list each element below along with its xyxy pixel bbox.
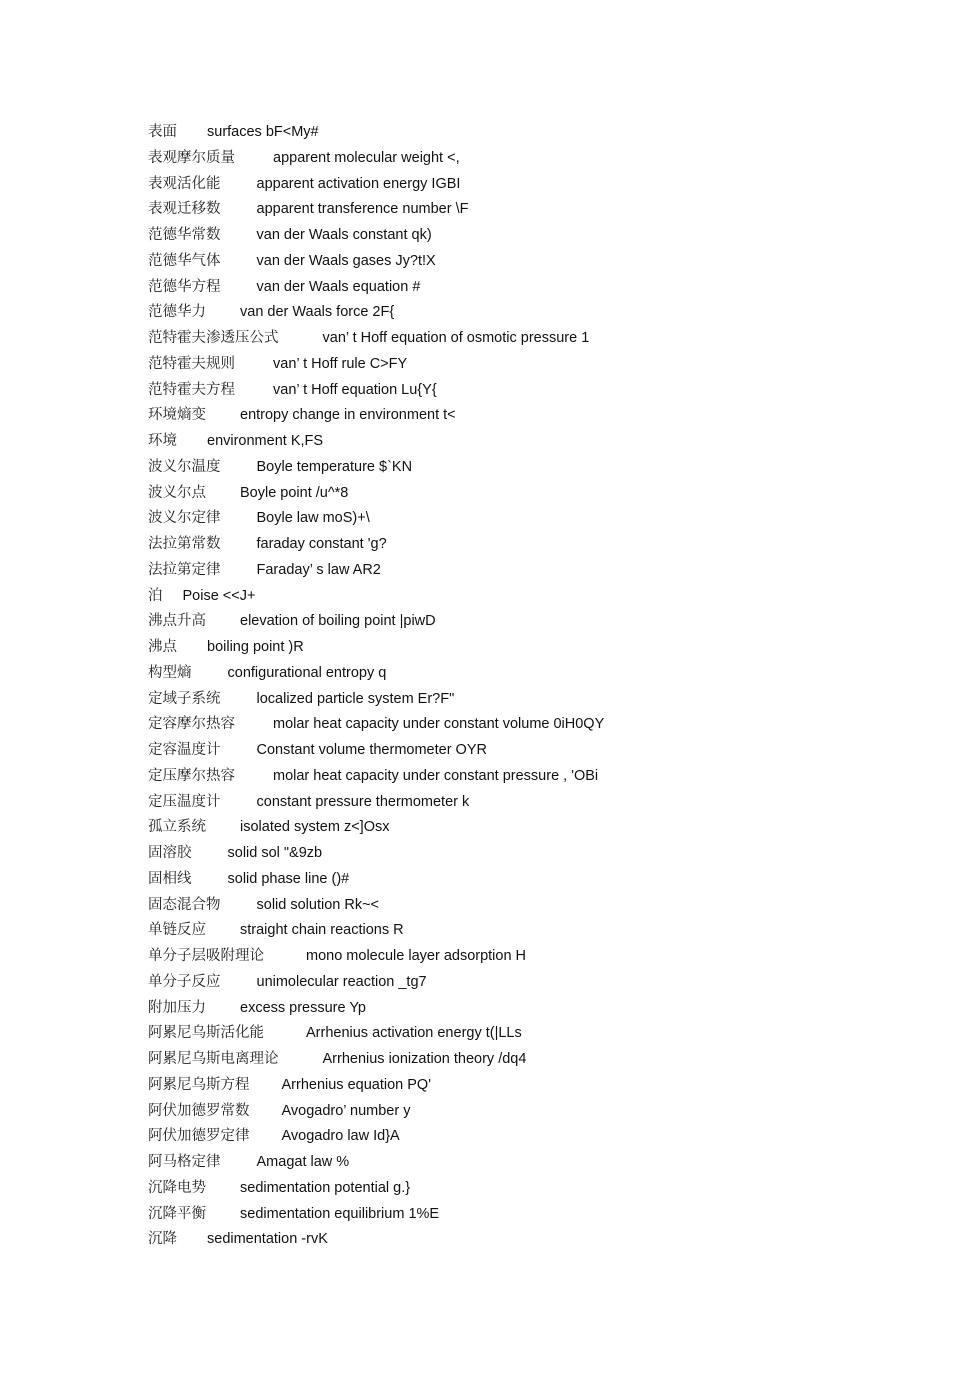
term-english: isolated system z<]Osx (240, 819, 390, 836)
term-chinese: 泊 (148, 587, 163, 604)
term-english: entropy change in environment t< (240, 407, 456, 424)
glossary-entry (148, 223, 908, 249)
term-english: solid solution Rk~< (256, 896, 380, 913)
glossary-entry (148, 661, 908, 687)
term-chinese: 沸点 (148, 639, 177, 655)
glossary-entry (148, 558, 908, 584)
glossary-entry (148, 300, 908, 326)
term-english: van der Waals constant qk) (256, 227, 432, 243)
term-chinese: 附加压力 (148, 999, 206, 1016)
term-english: boiling point )R (207, 639, 304, 655)
term-chinese: 固相线 (148, 870, 192, 887)
glossary-entry (148, 996, 908, 1022)
term-english: Constant volume thermometer OYR (256, 742, 487, 758)
glossary-entry (148, 1021, 908, 1047)
glossary-entry (148, 455, 908, 481)
glossary-entry (148, 790, 908, 816)
term-chinese: 阿马格定律 (148, 1154, 221, 1170)
glossary-entry (148, 1099, 908, 1125)
term-english: Boyle point /u^*8 (240, 484, 349, 501)
term-english: Faraday’ s law AR2 (256, 561, 381, 578)
glossary-entry (148, 867, 908, 893)
term-english: molar heat capacity under constant pressure , 'OBi (273, 767, 599, 784)
glossary-entry (148, 893, 908, 919)
term-english: van der Waals force 2F{ (240, 304, 395, 321)
glossary-entry (148, 172, 908, 198)
glossary-entry (148, 1150, 908, 1176)
term-chinese: 表观活化能 (148, 175, 221, 192)
glossary-entry (148, 609, 908, 635)
term-chinese: 阿累尼乌斯电离理论 (148, 1051, 279, 1067)
glossary-entry (148, 635, 908, 661)
term-english: Arrhenius activation energy t(|LLs (306, 1025, 522, 1042)
term-english: sedimentation -rvK (207, 1231, 328, 1248)
glossary-entry (148, 120, 908, 146)
glossary-entry (148, 532, 908, 558)
term-english: apparent transference number \F (256, 201, 469, 218)
term-chinese: 范特霍夫方程 (148, 381, 235, 398)
term-english: excess pressure Yp (240, 999, 366, 1016)
glossary-entry (148, 481, 908, 507)
glossary-entry (148, 197, 908, 223)
term-english: Arrhenius ionization theory /dq4 (322, 1051, 527, 1067)
glossary-entry (148, 1227, 908, 1253)
term-chinese: 单分子层吸附理论 (148, 948, 264, 964)
term-chinese: 范特霍夫渗透压公式 (148, 330, 279, 346)
glossary-entry (148, 944, 908, 970)
term-chinese: 定容摩尔热容 (148, 716, 235, 733)
term-english: localized particle system Er?F" (256, 690, 455, 707)
term-english: apparent molecular weight <, (273, 149, 460, 166)
glossary-entry (148, 429, 908, 455)
glossary-entry (148, 841, 908, 867)
term-chinese: 表面 (148, 124, 177, 140)
term-chinese: 法拉第定律 (148, 561, 221, 578)
term-chinese: 范特霍夫规则 (148, 355, 235, 372)
term-english: Boyle law moS)+\ (256, 510, 370, 527)
term-english: solid phase line ()# (227, 870, 350, 887)
term-chinese: 法拉第常数 (148, 536, 221, 552)
term-english: Boyle temperature $`KN (256, 458, 413, 475)
glossary-entry (148, 1202, 908, 1228)
term-english: van’ t Hoff equation of osmotic pressure 1 (322, 330, 590, 346)
term-chinese: 阿累尼乌斯活化能 (148, 1025, 264, 1042)
term-english: sedimentation equilibrium 1%E (240, 1205, 440, 1222)
term-english: van der Waals equation # (256, 278, 421, 295)
term-english: environment K,FS (207, 433, 324, 449)
term-chinese: 沉降平衡 (148, 1205, 206, 1222)
term-chinese: 固态混合物 (148, 896, 221, 913)
term-english: van’ t Hoff rule C>FY (273, 355, 408, 372)
glossary-list (148, 120, 908, 1253)
term-chinese: 沸点升高 (148, 613, 206, 630)
term-chinese: 构型熵 (148, 664, 192, 681)
glossary-entry (148, 918, 908, 944)
term-english: sedimentation potential g.} (240, 1179, 411, 1196)
term-chinese: 固溶胶 (148, 845, 192, 861)
term-chinese: 沉降电势 (148, 1179, 206, 1196)
term-chinese: 范德华方程 (148, 278, 221, 295)
term-english: van’ t Hoff equation Lu{Y{ (273, 381, 437, 398)
term-english: apparent activation energy IGBI (256, 175, 461, 192)
glossary-entry (148, 712, 908, 738)
term-english: faraday constant 'g? (256, 536, 387, 552)
term-english: straight chain reactions R (240, 922, 404, 939)
term-chinese: 定压摩尔热容 (148, 767, 235, 784)
term-chinese: 单链反应 (148, 922, 206, 939)
glossary-entry (148, 506, 908, 532)
term-chinese: 定压温度计 (148, 793, 221, 810)
glossary-entry (148, 738, 908, 764)
term-chinese: 沉降 (148, 1231, 177, 1248)
glossary-entry (148, 584, 908, 610)
term-chinese: 波义尔定律 (148, 510, 221, 527)
term-english: van der Waals gases Jy?t!X (256, 252, 436, 269)
term-chinese: 范德华常数 (148, 227, 221, 243)
glossary-entry (148, 352, 908, 378)
term-english: elevation of boiling point |piwD (240, 613, 436, 630)
term-chinese: 阿伏加德罗常数 (148, 1102, 250, 1119)
term-chinese: 定域子系统 (148, 690, 221, 707)
term-chinese: 波义尔温度 (148, 458, 221, 475)
term-english: configurational entropy q (227, 664, 387, 681)
term-english: solid sol "&9zb (227, 845, 323, 861)
glossary-entry (148, 249, 908, 275)
glossary-entry (148, 687, 908, 713)
term-chinese: 阿累尼乌斯方程 (148, 1076, 250, 1093)
term-english: Poise <<J+ (182, 587, 256, 604)
glossary-entry (148, 275, 908, 301)
glossary-entry (148, 378, 908, 404)
term-english: Avogadro law Id}A (281, 1128, 400, 1145)
term-english: constant pressure thermometer k (256, 793, 470, 810)
term-chinese: 环境熵变 (148, 407, 206, 424)
glossary-entry (148, 403, 908, 429)
term-chinese: 阿伏加德罗定律 (148, 1128, 250, 1145)
term-english: Avogadro’ number y (281, 1102, 411, 1119)
term-chinese: 表观迁移数 (148, 201, 221, 218)
glossary-entry (148, 146, 908, 172)
glossary-entry (148, 1073, 908, 1099)
term-chinese: 表观摩尔质量 (148, 149, 235, 166)
term-english: Arrhenius equation PQ' (281, 1076, 431, 1093)
term-english: Amagat law % (256, 1154, 350, 1170)
term-chinese: 波义尔点 (148, 484, 206, 501)
glossary-entry (148, 1047, 908, 1073)
term-english: mono molecule layer adsorption H (306, 948, 527, 964)
glossary-entry (148, 815, 908, 841)
term-chinese: 定容温度计 (148, 742, 221, 758)
glossary-entry (148, 1176, 908, 1202)
term-english: molar heat capacity under constant volume 0iH0QY (273, 716, 605, 733)
term-chinese: 环境 (148, 433, 177, 449)
term-chinese: 范德华力 (148, 304, 206, 321)
term-chinese: 单分子反应 (148, 973, 221, 990)
term-chinese: 孤立系统 (148, 819, 206, 836)
term-english: unimolecular reaction _tg7 (256, 973, 427, 990)
glossary-entry (148, 970, 908, 996)
glossary-entry (148, 1124, 908, 1150)
glossary-entry (148, 764, 908, 790)
term-english: surfaces bF<My# (207, 124, 319, 140)
glossary-entry (148, 326, 908, 352)
term-chinese: 范德华气体 (148, 252, 221, 269)
